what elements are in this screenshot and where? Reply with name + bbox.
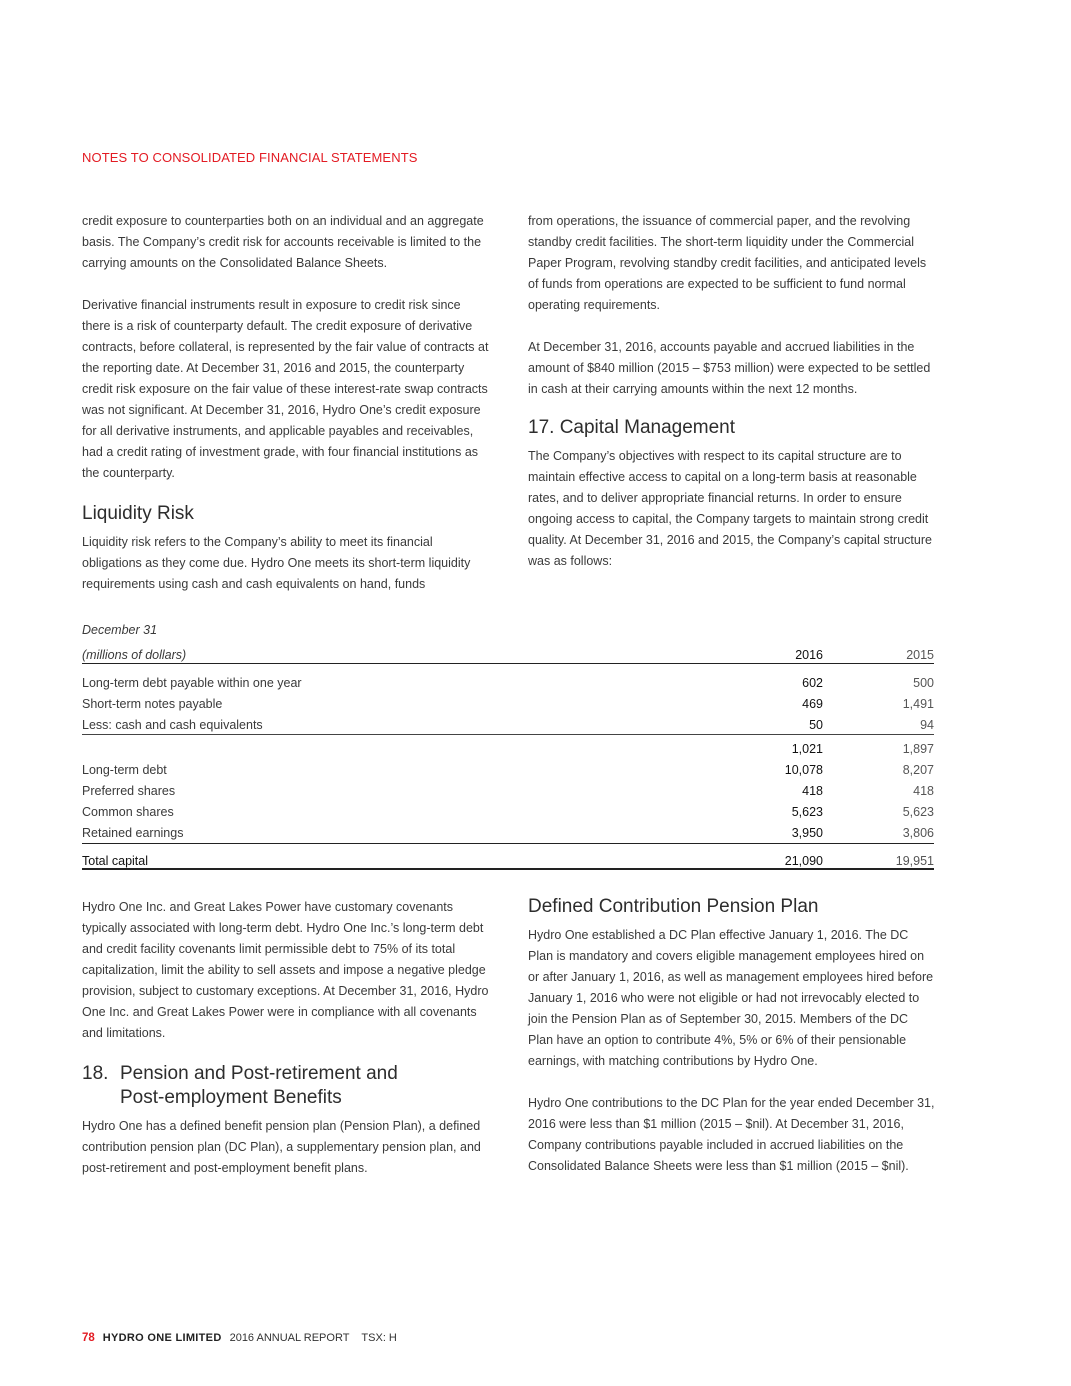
- row-label: Short-term notes payable: [82, 697, 223, 711]
- report-title: 2016 ANNUAL REPORT: [229, 1332, 350, 1344]
- row-label: Common shares: [82, 805, 174, 819]
- accounts-payable-paragraph: At December 31, 2016, accounts payable and accrued liabilities in the amount of $840 million (2015 – $753 million) were expected to be settled in cash at their carrying amounts within the next 12 months.: [528, 340, 931, 396]
- capital-management-heading: 17. Capital Management: [528, 417, 736, 438]
- page-header: NOTES TO CONSOLIDATED FINANCIAL STATEMENTS: [82, 150, 418, 165]
- value-2016: 1,021: [791, 742, 823, 756]
- value-2015: 1,491: [902, 697, 934, 711]
- page-number: 78: [82, 1332, 95, 1344]
- value-2015: 94: [920, 718, 934, 732]
- ticker-symbol: TSX: H: [361, 1332, 397, 1344]
- value-2015: 500: [913, 676, 934, 690]
- table-row: [82, 669, 934, 690]
- table-row: [82, 777, 934, 798]
- dc-plan-heading: Defined Contribution Pension Plan: [528, 896, 819, 917]
- table-unit-label: (millions of dollars): [82, 648, 187, 662]
- value-2016: 469: [802, 697, 823, 711]
- value-2015: 19,951: [895, 854, 934, 868]
- value-2016: 418: [802, 784, 823, 798]
- liquidity-continued-paragraph: from operations, the issuance of commercial paper, and the revolving standby credit facilities. The short-term liquidity under the Commercial Paper Program, revolving standby credit facilities, and anticipated levels of funds from operations are expected to be sufficient to fund normal operating requirements.: [528, 214, 927, 312]
- capital-structure-table: [82, 620, 934, 870]
- covenants-paragraph: Hydro One Inc. and Great Lakes Power have customary covenants typically associated with long-term debt. Hydro One Inc.’s long-term debt and credit facility covenants limit permissible debt to 75% of its total capitalization, limit the ability to sell assets and impose a negative pledge provision, subject to customary exceptions. At December 31, 2016, Hydro One Inc. and Great Lakes Power were in compliance with all covenants and limitations.: [82, 900, 489, 1040]
- capital-management-paragraph: The Company’s objectives with respect to its capital structure are to maintain effective access to capital on a long-term basis at reasonable rates, and to deliver appropriate financial returns. In order to ensure ongoing access to capital, the Company targets to maintain strong credit quality. At December 31, 2016 and 2015, the Company’s capital structure was as follows:: [528, 449, 932, 568]
- right-column-bottom: [528, 895, 936, 1177]
- dc-plan-paragraph-2: Hydro One contributions to the DC Plan for the year ended December 31, 2016 were less than $1 million (2015 – $nil). At December 31, 2016, Company contributions payable included in accrued liabilities on the Consolidated Balance Sheets were less than $1 million (2015 – $nil).: [528, 1096, 935, 1173]
- pension-heading-line-2: Post-employment Benefits: [120, 1087, 342, 1108]
- value-2015: 8,207: [902, 763, 934, 777]
- value-2015: 1,897: [902, 742, 934, 756]
- value-2016: 5,623: [791, 805, 823, 819]
- value-2016: 10,078: [784, 763, 823, 777]
- table-row: [82, 756, 934, 777]
- table-row: [82, 690, 934, 711]
- value-2015: 418: [913, 784, 934, 798]
- right-column-top: [528, 211, 936, 572]
- value-2016: 602: [802, 676, 823, 690]
- row-label: Long-term debt: [82, 763, 167, 777]
- page-footer: [82, 1332, 397, 1344]
- liquidity-risk-heading: Liquidity Risk: [82, 503, 194, 524]
- row-label: Less: cash and cash equivalents: [82, 718, 263, 732]
- left-column-bottom: [82, 897, 490, 1179]
- table-row: [82, 711, 934, 732]
- pension-section-number: 18.: [82, 1063, 109, 1084]
- credit-risk-paragraph-2: Derivative financial instruments result in exposure to credit risk since there is a risk of counterparty default. The credit exposure of derivative contracts, before collateral, is represented by the fair value of contracts at the reporting date. At December 31, 2016 and 2015, the counterparty credit risk exposure on the fair value of these interest-rate swap contracts was not significant. At December 31, 2016, Hydro One’s credit exposure for all derivative instruments, and applicable payables and receivables, had a credit rating of investment grade, with four financial institutions as the counterparty.: [82, 298, 489, 480]
- pension-paragraph: Hydro One has a defined benefit pension plan (Pension Plan), a defined contribution pension plan (DC Plan), a supplementary pension plan, and post-retirement and post-employment benefit plans.: [82, 1119, 481, 1175]
- value-2016: 3,950: [791, 826, 823, 840]
- table-row: [82, 798, 934, 819]
- table-total-row: [82, 843, 934, 870]
- dc-plan-paragraph-1: Hydro One established a DC Plan effective January 1, 2016. The DC Plan is mandatory and covers eligible management employees hired on or after January 1, 2016, as well as management employees hired before January 1, 2016 who were not eligible or had not irrevocably elected to join the Pension Plan as of September 30, 2015. Members of the DC Plan have an option to contribute 4%, 5% or 6% of their pensionable earnings, with matching contributions by Hydro One.: [528, 928, 934, 1068]
- table-row: [82, 819, 934, 840]
- left-column-top: [82, 211, 490, 595]
- row-label: Total capital: [82, 854, 149, 868]
- column-header-2015: 2015: [906, 648, 934, 662]
- table-caption: December 31: [82, 623, 158, 637]
- value-2016: 21,090: [784, 854, 823, 868]
- table-header-row: [82, 640, 934, 664]
- column-header-2016: 2016: [795, 648, 823, 662]
- pension-heading-line-1: Pension and Post-retirement and: [120, 1063, 398, 1084]
- pension-heading: [82, 1062, 490, 1110]
- value-2016: 50: [809, 718, 823, 732]
- liquidity-risk-paragraph: Liquidity risk refers to the Company’s ability to meet its financial obligations as they come due. Hydro One meets its short-term liquidity requirements using cash and cash equivalents on hand, funds: [82, 535, 471, 591]
- row-label: Preferred shares: [82, 784, 176, 798]
- credit-risk-paragraph-1: credit exposure to counterparties both on an individual and an aggregate basis. The Company’s credit risk for accounts receivable is limited to the carrying amounts on the Consolidated Balance Sheets.: [82, 214, 484, 270]
- row-label: Retained earnings: [82, 826, 184, 840]
- company-name: HYDRO ONE LIMITED: [102, 1332, 222, 1344]
- row-label: Long-term debt payable within one year: [82, 676, 302, 690]
- table-subtotal-row: [82, 735, 934, 756]
- value-2015: 5,623: [902, 805, 934, 819]
- value-2015: 3,806: [902, 826, 934, 840]
